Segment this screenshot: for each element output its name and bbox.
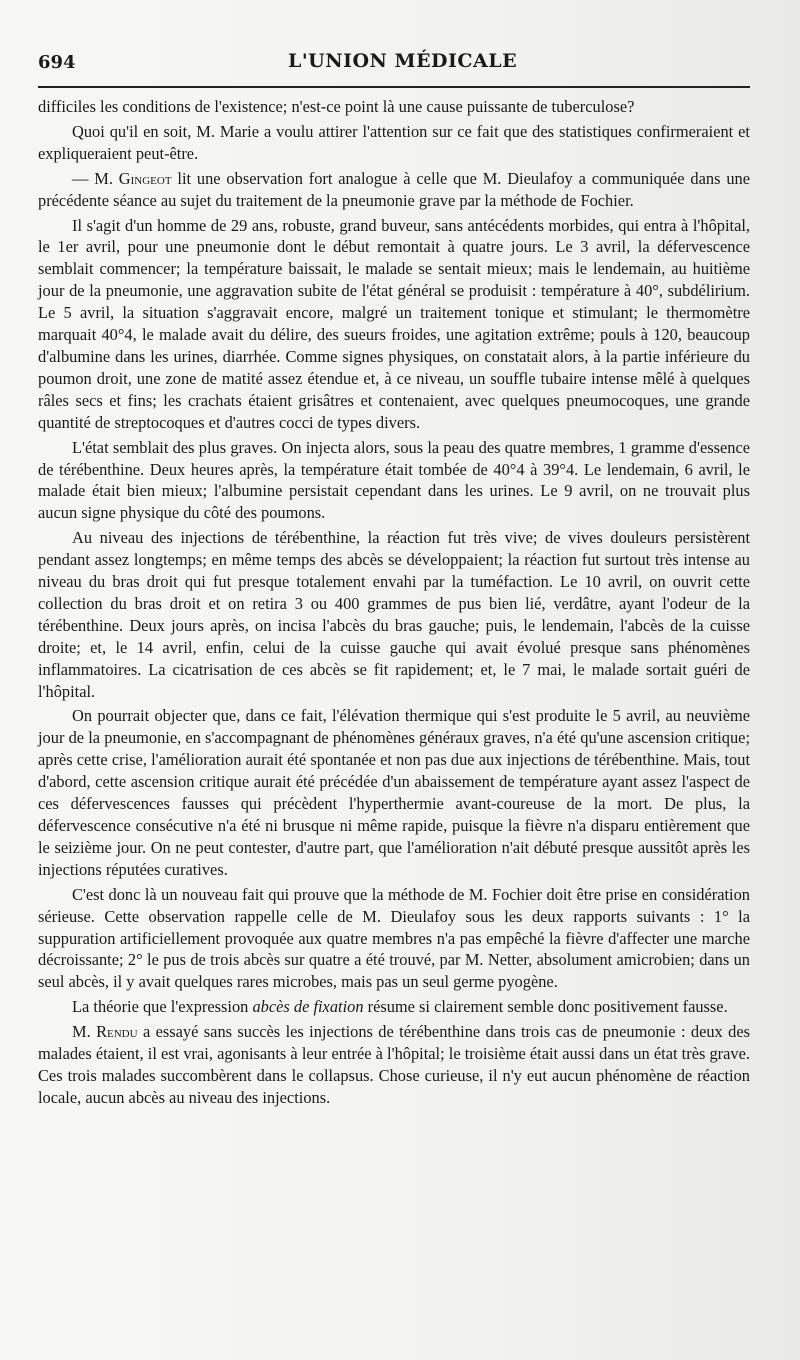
- speaker-name: Gingeot: [118, 168, 172, 188]
- paragraph-10: M. Rendu a essayé sans succès les injections de térébenthine dans trois cas de pneumonie : deux des malades étaient, il est vrai, agonisants à leur entrée à l'hôpital; le troisième était aussi dans un état très grave. Ces trois malades succombèrent dans le collapsus. Chose curieuse, il n'y eut aucun phénomène de réaction locale, aucun abcès au niveau des injections.: [38, 1022, 750, 1107]
- paragraph-8: C'est donc là un nouveau fait qui prouve que la méthode de M. Fochier doit être prise en considération sérieuse. Cette observation rappelle celle de M. Dieulafoy sous les deux rapports suivants : 1° la suppuration artificiellement provoquée aux quatre membres n'a pas empêché la fièvre d'affecter une marche décroissante; 2° le pus de trois abcès sur quatre a été trouvé, par M. Netter, absolument amicrobien; dans un seul abcès, il y avait quelques rares microbes, mais pas un seul germe pyogène.: [38, 884, 750, 992]
- article-body: [38, 96, 750, 1112]
- page-number: 694: [38, 52, 76, 73]
- italic-term: abcès de fixation: [252, 997, 364, 1017]
- paragraph-1: difficiles les conditions de l'existence; n'est-ce point là une cause puissante de tuberculose?: [38, 97, 635, 116]
- paragraph-7: On pourrait objecter que, dans ce fait, l'élévation thermique qui s'est produite le 5 avril, au neuvième jour de la pneumonie, en s'accompagnant de phénomènes généraux graves, n'a été qu'une ascension critique; après cette crise, l'amélioration aurait été spontanée et non pas due aux injections de térébenthine. Mais, tout d'abord, cette ascension critique aurait été précédée d'un abaissement de température ayant assez l'aspect de ces défervescences fausses qui précèdent l'hyperthermie avant-coureuse de la mort. De plus, la défervescence consécutive n'a été ni brusque ni même rapide, puisque la fièvre n'a disparu entièrement que le seizième jour. On ne peut contester, d'autre part, que l'amélioration n'ait débuté presque aussitôt après les injections réputées curatives.: [38, 706, 750, 879]
- running-title: L'UNION MÉDICALE: [288, 50, 518, 72]
- paragraph-6: Au niveau des injections de térébenthine, la réaction fut très vive; de vives douleurs persistèrent pendant assez longtemps; en même temps des abcès se développaient; la réaction fut surtout très intense au niveau du bras droit qui fut presque totalement envahi par la tuméfaction. Le 10 avril, on ouvrit cette collection du bras droit et on retira 3 ou 400 grammes de pus bien lié, verdâtre, ayant l'odeur de la térébenthine. Deux jours après, on incisa l'abcès du bras gauche; puis, le lendemain, l'abcès de la cuisse droite; et, le 14 avril, enfin, celui de la cuisse gauche qui avait évolué presque sans phénomènes inflammatoires. La cicatrisation de ces abcès se fit rapidement; et, le 7 mai, le malade sortait guéri de l'hôpital.: [38, 528, 750, 701]
- paragraph-9: La théorie que l'expression abcès de fixation résume si clairement semble donc positivement fausse.: [72, 997, 728, 1017]
- paragraph-3: — M. Gingeot lit une observation fort analogue à celle que M. Dieulafoy a communiquée dans une précédente séance au sujet du traitement de la pneumonie grave par la méthode de Fochier.: [38, 168, 750, 210]
- header-rule: [38, 86, 750, 88]
- paragraph-2: Quoi qu'il en soit, M. Marie a voulu attirer l'attention sur ce fait que des statistiques confirmeraient et expliqueraient peut-être.: [38, 121, 750, 163]
- speaker-name: Rendu: [96, 1022, 138, 1042]
- paragraph-5: L'état semblait des plus graves. On injecta alors, sous la peau des quatre membres, 1 gramme d'essence de térébenthine. Deux heures après, la température était tombée de 40°4 à 39°4. Le lendemain, 6 avril, le malade était bien mieux; l'albumine persistait cependant dans les urines. Le 9 avril, on ne trouvait plus aucun signe physique du côté des poumons.: [38, 437, 750, 523]
- page-header: [38, 48, 750, 78]
- paragraph-4: Il s'agit d'un homme de 29 ans, robuste, grand buveur, sans antécédents morbides, qui entra à l'hôpital, le 1er avril, pour une pneumonie dont le début remontait à quatre jours. Le 3 avril, la défervescence semblait commencer; la température baissait, le malade se sentait mieux; mais le lendemain, au huitième jour de la pneumonie, une aggravation subite de l'état général se produisit : température à 40°, subdélirium. Le 5 avril, la situation s'aggravait encore, malgré un traitement tonique et stimulant; le thermomètre marquait 40°4, le malade avait du délire, des sueurs froides, une agitation extrême; pouls à 120, beaucoup d'albumine dans les urines, diarrhée. Comme signes physiques, on constatait alors, à la partie inférieure du poumon droit, une zone de matité assez étendue et, à ce niveau, un souffle tubaire intense mêlé à quelques râles secs et fins; les crachats étaient grisâtres et contenaient, avec quelques pneumocoques, une grande quantité de streptocoques et d'autres cocci de types divers.: [38, 215, 750, 432]
